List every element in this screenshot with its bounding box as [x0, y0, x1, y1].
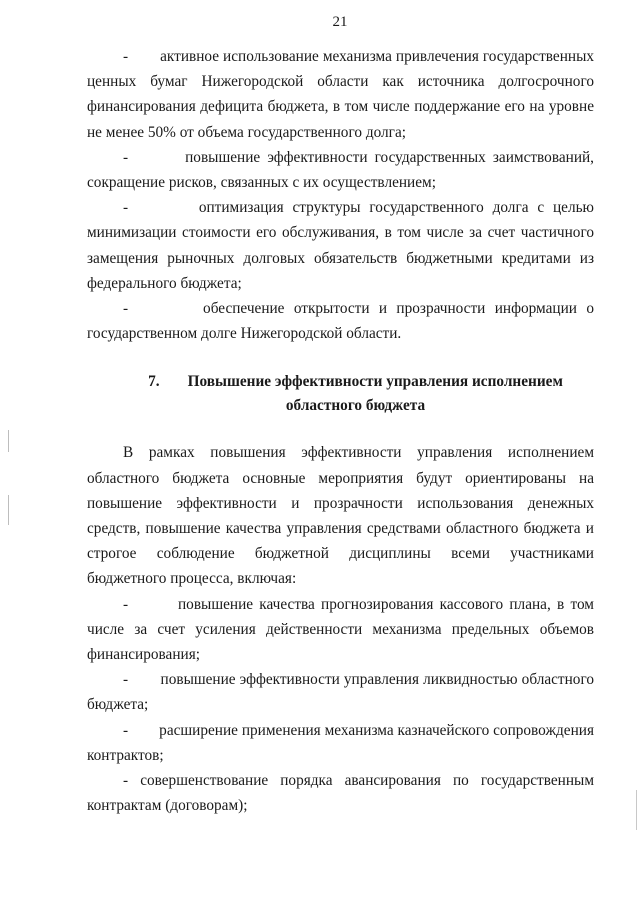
list-item — [87, 667, 594, 717]
list-item — [87, 195, 594, 296]
bullet-marker: - — [123, 148, 129, 166]
scan-margin-mark — [8, 495, 9, 525]
bullet-marker: - — [123, 721, 129, 739]
document-body — [87, 44, 594, 818]
section-number: 7. — [148, 373, 160, 391]
list-item-text: обеспечение открытости и прозрачности информации о государственном долге Нижегородской области. — [87, 300, 594, 343]
list-item — [87, 768, 594, 818]
list-item-text: активное использование механизма привлечения государственных ценных бумаг Нижегородской области как источника долгосрочного финансирования дефицита бюджета, в том числе поддержание его на уровне не менее 50% от объема государственного долга; — [87, 48, 595, 141]
bullet-marker: - — [123, 671, 129, 689]
list-item-text: расширение применения механизма казначейского сопровождения контрактов; — [87, 721, 594, 764]
scan-margin-mark — [8, 430, 9, 452]
bullet-marker: - — [123, 595, 129, 613]
list-item — [87, 44, 594, 145]
section-title-line1: Повышение эффективности управления исполнением — [187, 373, 563, 391]
bullet-marker: - — [123, 772, 129, 790]
list-item — [87, 296, 594, 346]
list-item-text: повышение эффективности управления ликвидностью областного бюджета; — [87, 671, 594, 714]
list-item-text: совершенствование порядка авансирования по государственным контрактам (договорам); — [87, 772, 594, 815]
list-item — [87, 592, 594, 668]
bullet-marker: - — [123, 300, 129, 318]
list-item — [87, 145, 594, 195]
section-heading — [87, 370, 594, 418]
list-item-text: оптимизация структуры государственного долга с целью минимизации стоимости его обслуживания, в том числе за счет частичного замещения рыночных долговых обязательств бюджетными кредитами из федерального бюджета; — [87, 199, 594, 292]
scan-edge-mark — [636, 790, 637, 830]
list-item-text: повышение эффективности государственных заимствований, сокращение рисков, связанных с их осуществлением; — [87, 148, 595, 192]
bullet-marker: - — [123, 48, 129, 65]
intro-paragraph: В рамках повышения эффективности управления исполнением областного бюджета основные мероприятия будут ориентированы на повышение эффективности и прозрачности использования денежных средств, повышение качества управления средствами областного бюджета и строгое соблюдение бюджетной дисциплины всеми участниками бюджетного процесса, включая: — [87, 444, 594, 588]
section-title-line2: областного бюджета — [285, 397, 426, 415]
bullet-marker: - — [123, 199, 129, 217]
page-number: 21 — [332, 14, 348, 30]
list-item — [87, 718, 594, 768]
list-item-text: повышение качества прогнозирования кассового плана, в том числе за счет усиления действенности механизма предельных объемов финансирования; — [87, 595, 594, 664]
